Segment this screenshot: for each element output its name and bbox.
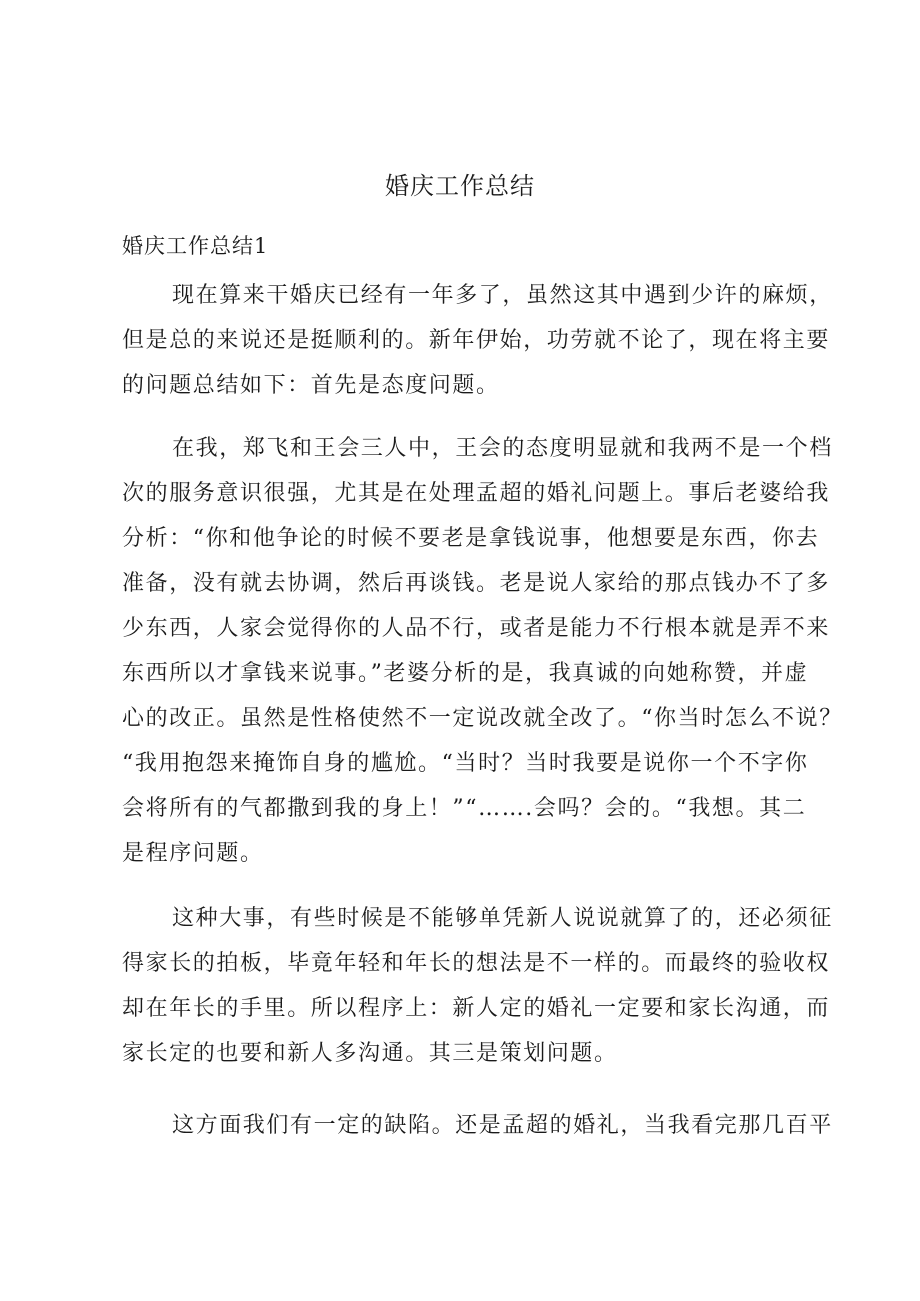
text-line: 准备，没有就去协调，然后再谈钱。老是说人家给的那点钱办不了多 xyxy=(122,571,831,596)
text-line: 会将所有的气都撒到我的身上！”“…….会吗？会的。“我想。其二 xyxy=(122,796,807,821)
paragraph-2 xyxy=(122,426,843,876)
text-line: 东西所以才拿钱来说事。”老婆分析的是，我真诚的向她称赞，并虚 xyxy=(122,661,809,686)
text-line: 得家长的拍板，毕竟年轻和年长的想法是不一样的。而最终的验收权 xyxy=(122,951,831,976)
text-line: “我用抱怨来掩饰自身的尴尬。“当时？当时我要是说你一个不字你 xyxy=(122,751,809,776)
text-line: 的问题总结如下：首先是态度问题。 xyxy=(122,373,500,398)
text-line: 少东西，人家会觉得你的人品不行，或者是能力不行根本就是弄不来 xyxy=(122,616,831,641)
text-line: 次的服务意识很强，尤其是在处理孟超的婚礼问题上。事后老婆给我 xyxy=(122,481,831,506)
text-line: 家长定的也要和新人多沟通。其三是策划问题。 xyxy=(122,1041,618,1066)
paragraph-1 xyxy=(122,273,834,408)
text-line: 这种大事，有些时候是不能够单凭新人说说就算了的，还必须征 xyxy=(172,906,833,931)
text-line: 但是总的来说还是挺顺利的。新年伊始，功劳就不论了，现在将主要 xyxy=(122,328,831,353)
text-line: 在我，郑飞和王会三人中，王会的态度明显就和我两不是一个档 xyxy=(172,436,833,461)
section-heading: 婚庆工作总结1 xyxy=(122,234,269,258)
document-title: 婚庆工作总结 xyxy=(385,172,535,200)
text-line: 分析：“你和他争论的时候不要老是拿钱说事，他想要是东西，你去 xyxy=(122,526,820,551)
text-line: 现在算来干婚庆已经有一年多了，虽然这其中遇到少许的麻烦， xyxy=(172,283,833,308)
text-line: 这方面我们有一定的缺陷。还是孟超的婚礼，当我看完那几百平 xyxy=(172,1113,833,1138)
text-line: 心的改正。虽然是性格使然不一定说改就全改了。“你当时怎么不说？ xyxy=(122,706,843,731)
paragraph-4 xyxy=(122,1103,834,1148)
text-line: 是程序问题。 xyxy=(122,841,264,866)
paragraph-3 xyxy=(122,896,834,1076)
text-line: 却在年长的手里。所以程序上：新人定的婚礼一定要和家长沟通，而 xyxy=(122,996,831,1021)
